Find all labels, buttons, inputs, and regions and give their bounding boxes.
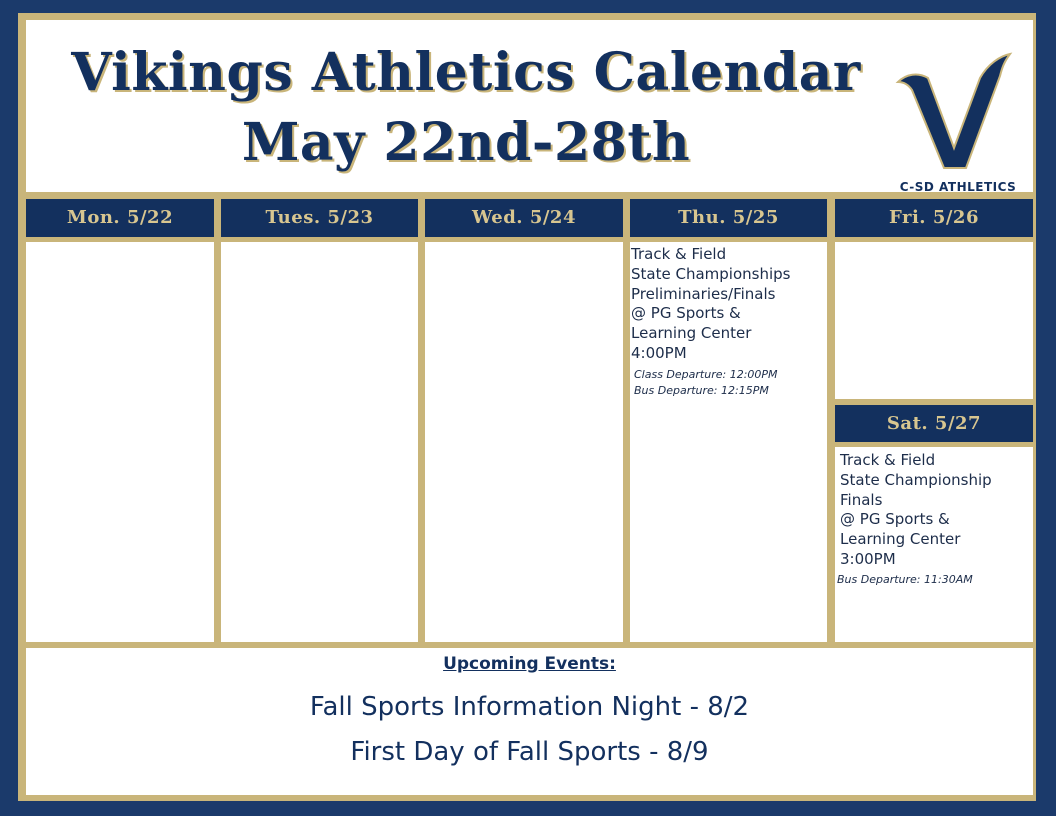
day-header-thu: Thu. 5/25 — [630, 199, 827, 237]
date-range-title: May 22nd-28th — [241, 112, 691, 173]
day-cell-mon — [26, 242, 214, 642]
header-panel — [26, 20, 1033, 192]
day-header-fri: Fri. 5/26 — [835, 199, 1033, 237]
day-cell-thu — [630, 242, 827, 642]
day-header-wed: Wed. 5/24 — [425, 199, 623, 237]
logo-text: C-SD ATHLETICS — [899, 180, 1017, 194]
vikings-logo — [888, 40, 1028, 194]
day-header-sat: Sat. 5/27 — [835, 405, 1033, 442]
day-header-tue: Tues. 5/23 — [221, 199, 418, 237]
event-thu: Track & Field State Championships Preliminaries/Finals @ PG Sports & Learning Center 4:00PM — [631, 245, 791, 362]
event-sat: Track & Field State Championship Finals @ PG Sports & Learning Center 3:00PM — [840, 451, 992, 568]
day-header-mon: Mon. 5/22 — [26, 199, 214, 237]
day-cell-wed — [425, 242, 623, 642]
day-cell-tue — [221, 242, 418, 642]
day-cell-sat — [835, 447, 1033, 642]
upcoming-event-item: First Day of Fall Sports - 8/9 — [350, 737, 709, 767]
event-thu-departure: Class Departure: 12:00PM Bus Departure: 12:15PM — [634, 368, 778, 397]
day-cell-fri — [835, 242, 1033, 399]
upcoming-events-panel — [26, 648, 1033, 795]
v-horns-icon — [888, 40, 1028, 180]
page-title: Vikings Athletics Calendar — [71, 42, 861, 103]
upcoming-events-title: Upcoming Events: — [443, 654, 616, 674]
event-sat-departure: Bus Departure: 11:30AM — [837, 573, 973, 586]
upcoming-event-item: Fall Sports Information Night - 8/2 — [309, 692, 750, 722]
